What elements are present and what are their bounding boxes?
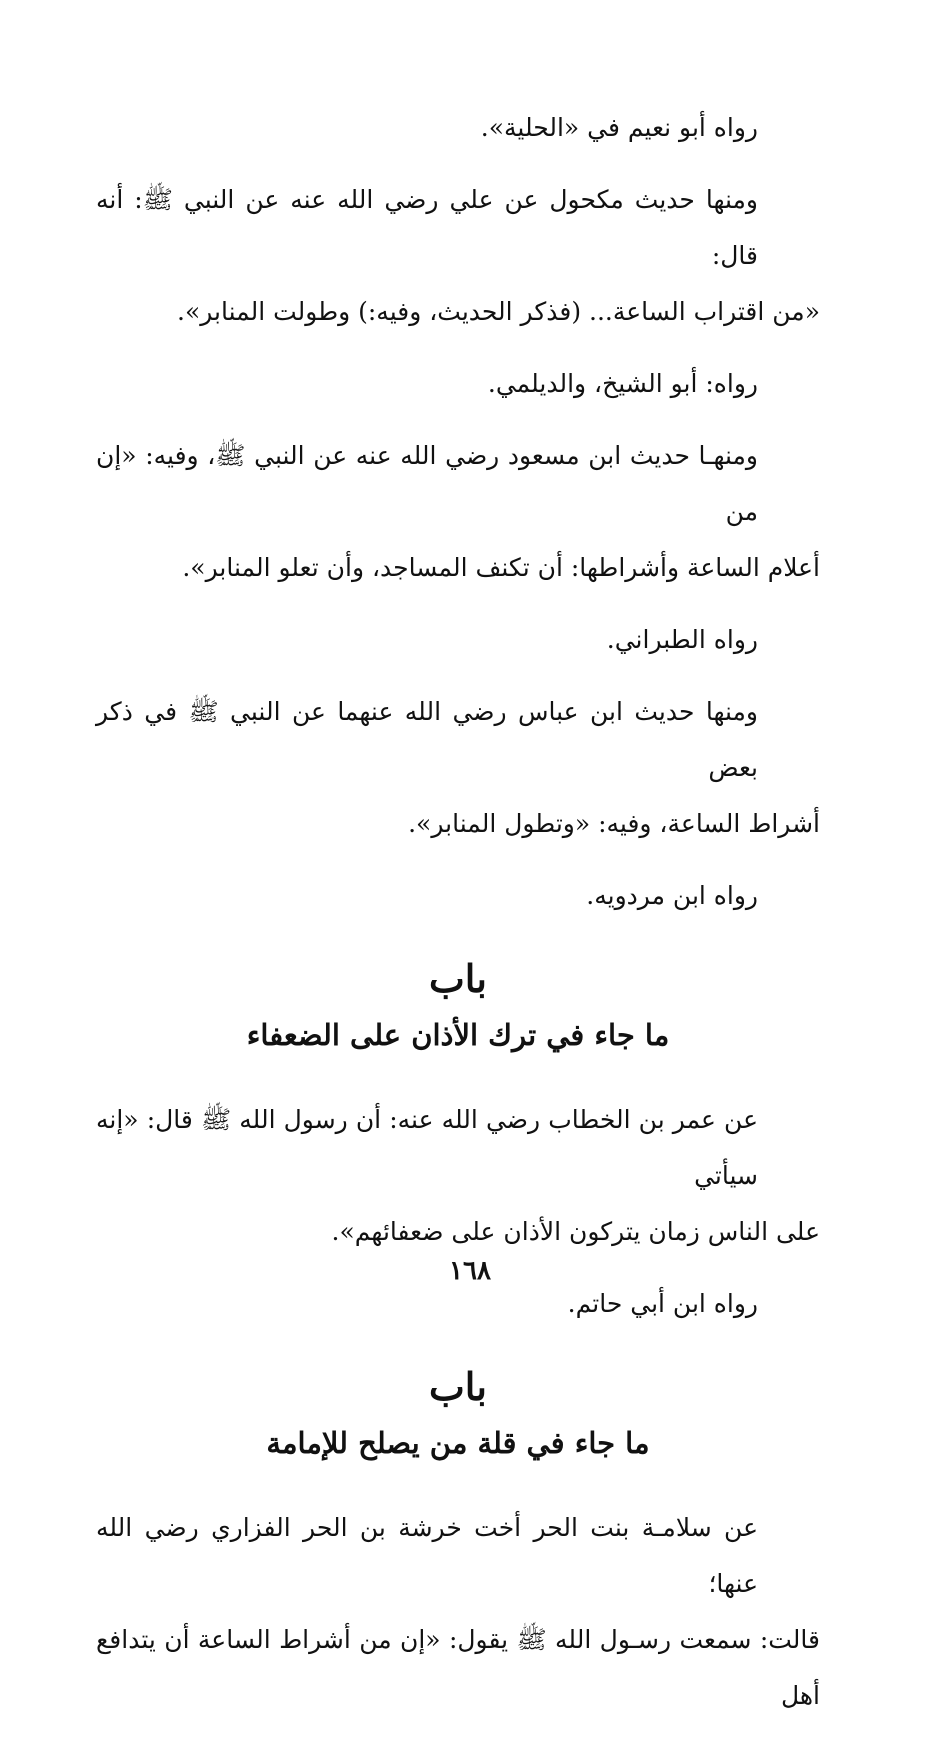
text-line: عن عمر بن الخطاب رضي الله عنه: أن رسول الله ﷺ قال: «إنه سيأتي — [96, 1105, 758, 1190]
hadith-paragraph — [96, 1092, 820, 1260]
chapter-word: باب — [429, 1364, 487, 1409]
text-line: أعلام الساعة وأشراطها: أن تكنف المساجد، وأن تعلو المنابر». — [182, 553, 820, 582]
hadith-paragraph — [96, 1500, 820, 1724]
hadith-paragraph — [96, 172, 820, 340]
source-note — [96, 868, 820, 924]
page-number: ١٦٨ — [449, 1256, 491, 1286]
text-line: أشراط الساعة، وفيه: «وتطول المنابر». — [408, 809, 820, 838]
text-line: ومنهـا حديث ابن مسعود رضي الله عنه عن النبي ﷺ، وفيه: «إن من — [96, 441, 758, 526]
text-line: على الناس زمان يتركون الأذان على ضعفائهم». — [331, 1217, 820, 1246]
chapter-heading — [96, 950, 820, 1062]
hadith-paragraph — [96, 428, 820, 596]
text-line: رواه الطبراني. — [606, 625, 758, 654]
text-line: ومنها حديث ابن عباس رضي الله عنهما عن النبي ﷺ في ذكر بعض — [96, 697, 758, 782]
text-line: قالت: سمعت رسـول الله ﷺ يقول: «إن من أشراط الساعة أن يتدافع أهل — [96, 1625, 820, 1710]
chapter-title: ما جاء في ترك الأذان على الضعفاء — [246, 1018, 670, 1052]
text-line: رواه ابن أبي حاتم. — [567, 1289, 758, 1318]
text-line: ومنها حديث مكحول عن علي رضي الله عنه عن النبي ﷺ: أنه قال: — [96, 185, 758, 270]
text-line: رواه ابن مردويه. — [586, 881, 758, 910]
source-note — [96, 612, 820, 668]
text-line: عن سلامـة بنت الحر أخت خرشة بن الحر الفزاري رضي الله عنها؛ — [96, 1513, 758, 1598]
page-body — [96, 100, 820, 1740]
text-line: رواه: أبو الشيخ، والديلمي. — [487, 369, 758, 398]
text-line: «من اقتراب الساعة... (فذكر الحديث، وفيه:) وطولت المنابر». — [177, 297, 820, 326]
source-note — [96, 356, 820, 412]
hadith-paragraph — [96, 684, 820, 852]
chapter-title: ما جاء في قلة من يصلح للإمامة — [266, 1426, 650, 1460]
chapter-heading — [96, 1358, 820, 1470]
source-note — [96, 100, 820, 156]
chapter-word: باب — [429, 956, 487, 1001]
text-line: رواه أبو نعيم في «الحلية». — [480, 113, 758, 142]
